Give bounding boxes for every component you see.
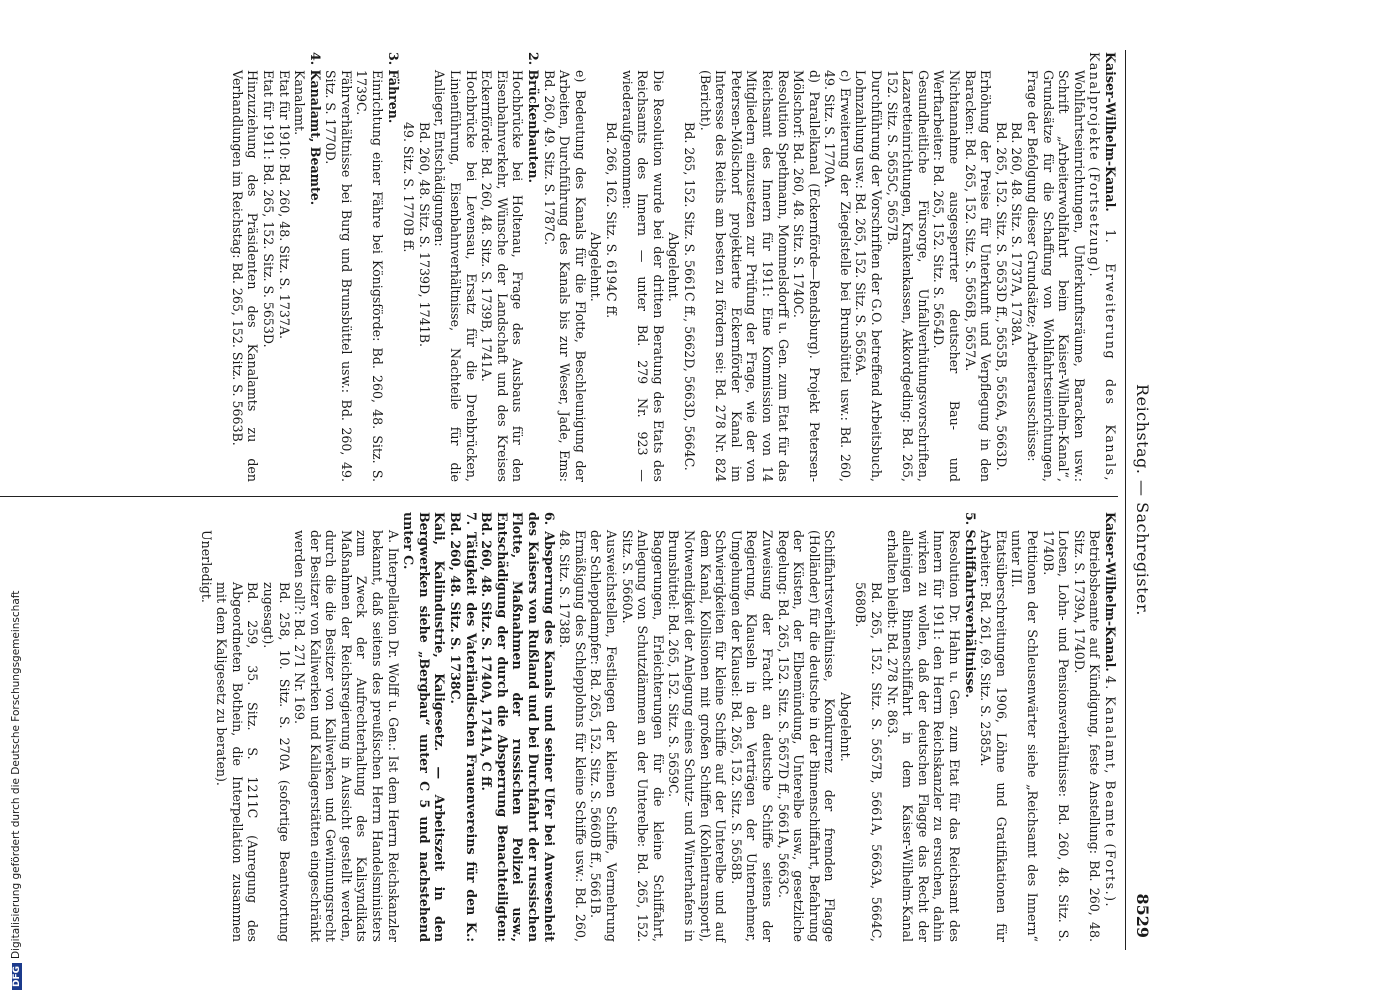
index-entry: Bd. 259, 35. Sitz. S. 1211C (Anregung des Abgeordneten Bothein, die Interpellation zusammen mit dem Kaligesetz zu beraten). (214, 582, 261, 942)
index-entry: Etat für 1910: Bd. 260, 48. Sitz. S. 1737A. (276, 70, 292, 340)
column-left-entries (229, 52, 1087, 482)
index-entry: Unerledigt. (198, 530, 214, 603)
header-rule (1125, 50, 1126, 950)
index-entry: c) Erweiterung der Ziegelstelle bei Brunsbüttel usw.: Bd. 260, 49. Sitz. S. 1770A. (822, 70, 853, 482)
column-right-entries (198, 512, 1102, 942)
index-entry: Betriebsbeamte auf Kündigung, feste Anstellung: Bd. 260, 48. Sitz. S. 1739A, 1740D. (1071, 530, 1103, 942)
index-entry: 2. Brückenbauten. (526, 52, 542, 184)
index-entry: 3. Fähren. (385, 52, 401, 124)
index-entry: 7. Tätigkeit des Vaterländischen Frauenvereins für den K.: Bd. 260, 48. Sitz. S. 1738C. (448, 512, 479, 942)
index-entry: Hinzuziehung des Präsidenten des Kanalamts zu den Verhandlungen im Reichstag: Bd. 265, 152. Sitz. S. 5663B. (229, 70, 261, 482)
column-left (229, 52, 1118, 482)
index-entry: Abgelehnt. (666, 232, 682, 302)
index-entry: Bd. 265, 152. Sitz. S. 5661C ff., 5662D, 5663D, 5664C. (681, 122, 697, 471)
running-header (1130, 50, 1152, 950)
digitization-footer (10, 10, 24, 990)
index-entry: Bd. 260, 48. Sitz. S. 1739D, 1741B. (416, 122, 432, 347)
index-entry: Bd. 265, 152. Sitz. S. 5657B, 5661A, 5663A, 5664C, 5680B. (853, 582, 885, 942)
index-entry: Bd. 260, 48. Sitz. S. 1737A, 1738A. (1009, 122, 1025, 347)
index-entry: Nichtannahme ausgesperrter deutscher Bau- und Werftarbeiter: Bd. 265, 152. Sitz. S. 5654D. (931, 70, 963, 482)
index-entry: Einrichtung einer Fähre bei Königsförde: Bd. 260, 48. Sitz. S. 1739C. (354, 70, 386, 482)
index-entry: Wohlfahrtseinrichtungen, Unterkunftsräume, Baracken usw.: Schrift „Arbeiterwohlfahrt beim Kaiser-Wilhelm-Kanal“, Grundsätze für die Schaffung von Wohlfahrtseinrichtungen, Frage der Befolgung dieser Grundsätze; Arbeiterausschüsse: (1025, 70, 1087, 482)
digitization-note: Digitalisierung gefördert durch die Deutsche Forschungsgemeinschaft (10, 590, 22, 959)
index-entry: Die Resolution wurde bei der dritten Beratung des Etats des Reichsamts des Innern — unter Bd. 279 Nr. 923 — wiederaufgenommen: (619, 70, 666, 482)
index-entry: Bd. 265, 152. Sitz. S. 5653D ff., 5655B, 5656A, 5663D. (993, 122, 1009, 471)
index-entry: Zuweisung der Fracht an deutsche Schiffe seitens der Regierung, Klauseln in den Verträgen der Unternehmer, Umgehungen der Klausel: Bd. 265, 152. Sitz. S. 5658B. (728, 530, 775, 942)
index-entry: Ausweichstellen, Festliegen der kleinen Schiffe, Vermehrung der Schleppdampfer: Bd. 265, 152. Sitz. S. 5660B ff., 5661B. (588, 530, 619, 942)
index-entry: Schiffahrtsverhältnisse, Konkurrenz der fremden Flagge (Holländer) für die deutsche in der Binnenschiffahrt, Befahrung der Küsten, der Elbemündung, Unterelbe usw., gesetzliche Regelung: Bd. 265, 152. Sitz. S. 5657D ff., 5661A, 5663C. (775, 530, 838, 942)
index-entry: Kali, Kaliindustrie, Kaligesetz. — Arbeitszeit in den Bergwerken siehe „Bergbau“ unter C 5 und nachstehend unter C. (401, 512, 448, 942)
index-entry: d) Parallelkanal (Eckernförde—Rendsburg). Projekt Petersen-Mölschorf: Bd. 260, 48. Sitz. S. 1740C. (791, 70, 822, 482)
header-page-number: 8529 (1133, 893, 1152, 938)
index-entry: e) Bedeutung des Kanals für die Flotte, Beschleunigung der Arbeiten, Durchführung des Kanals bis zur Weser, Jade, Ems: Bd. 260, 49. Sitz. S. 1787C. (541, 70, 588, 482)
index-entry: Durchführung der Vorschriften der G.O. betreffend Arbeitsbuch, Lohnzahlung usw.: Bd. 265, 152. Sitz. S. 5656A. (853, 70, 885, 482)
index-entry: Erhöhung der Preise für Unterkunft und Verpflegung in den Baracken: Bd. 265, 152. Sitz. S. 5656B, 5657A. (962, 70, 994, 482)
index-entry: Kanalamt. (292, 70, 308, 136)
index-entry: Bd. 258, 10. Sitz. S. 270A (sofortige Beantwortung zugesagt). (260, 582, 292, 942)
index-entry: 49. Sitz. S. 1770B ff. (401, 122, 417, 253)
index-entry: Abgelehnt. (588, 232, 604, 302)
index-entry: 6. Absperrung des Kanals und seiner Ufer bei Anwesenheit des Kaisers von Rußland und bei Durchfahrt der russischen Flotte, Maßnahmen der russischen Polizei usw., Entschädigung der durch die Absperrung Benachteiligten: Bd. 260, 48. Sitz. S. 1740A, 1741A, C ff. (479, 512, 557, 942)
column-left-keyword: Kaiser-Wilhelm-Kanal. (1103, 52, 1118, 212)
dfg-logo-icon: DFG (12, 963, 22, 990)
index-entry: Etatsüberschreitungen 1906, Löhne und Gratifikationen für Arbeiter: Bd. 261, 69. Sitz. S. 2585A. (978, 530, 1009, 942)
header-title: Reichstag. — Sachregister. (1133, 384, 1152, 616)
column-left-heading: 1. Erweiterung des Kanals, Kanalprojekte (Fortsetzung). (1087, 52, 1118, 482)
index-entry: Resolution Dr. Hahn u. Gen. zum Etat für das Reichsamt des Innern für 1911: den Herrn Reichskanzler zu ersuchen, dahin wirken zu wollen, daß der deutschen Flagge das Recht der alleinigen Binnenschiffahrt in dem Kaiser-Wilhelm-Kanal erhalten bleibt: Bd. 278 Nr. 863. (884, 530, 963, 942)
index-entry: Resolution Spethmann, Mommelsdorff u. Gen. zum Etat für das Reichsamt des Innern für 1911: Eine Kommission von 14 Mitgliedern einzusetzen zur Prüfung der Frage, wie der von Petersen-Mölschorf projektierte Eckernförder Kanal im Interesse des Reichs am besten zu fördern sei: Bd. 278 Nr. 824 (Bericht). (697, 70, 791, 482)
page-content (0, 50, 1156, 950)
index-entry: Hochbrücke bei Holtenau, Frage des Ausbaus für den Eisenbahnverkehr, Wünsche der Landschaft und des Kreises Eckernförde: Bd. 260, 48. Sitz. S. 1739B, 1741A. (479, 70, 526, 482)
index-entry: Petitionen der Schleusenwärter siehe „Reichsamt des Innern“ unter III. (1009, 530, 1041, 942)
index-entry: Abgelehnt. (837, 692, 853, 762)
column-right-heading: 4. Kanalamt, Beamte (Forts.). (1103, 675, 1118, 909)
index-entry: A. Interpellation Dr. Wolff u. Gen.: Ist dem Herrn Reichskanzler bekannt, daß seitens des preußischen Herrn Handelsministers zum Zweck der Aufrechterhaltung des Kalisyndikats Maßnahmen der Reichsregierung in Aussicht gestellt werden, durch die die Besitzer von Kaliwerken und Gewinnungsrecht der Besitzer von Kaliwerken und Kalilagerstätten eingeschränkt werden soll?: Bd. 271 Nr. 169. (292, 530, 401, 942)
index-entry: Baggerungen, Erleichterungen für die kleine Schiffahrt, Anlegung von Schutzdämmen an der Unterelbe: Bd. 265, 152. Sitz. S. 5660A. (619, 530, 666, 942)
index-entry: Gesundheitliche Fürsorge, Unfallverhütungsvorschriften, Lazaretteinrichtungen, Krankenkassen, Akkordgeding: Bd. 265, 152. Sitz. S. 5655C, 5657B. (884, 70, 931, 482)
index-entry: Etat für 1911: Bd. 265, 152. Sitz. S. 5653D. (260, 70, 276, 348)
index-entry: Lotsen, Lohn- und Pensionsverhältnisse: Bd. 260, 48. Sitz. S. 1740B. (1040, 530, 1072, 942)
index-entry: Hochbrücke bei Levensau, Ersatz für die Drehbrücken, Linienführung, Eisenbahnverhältnisse, Nachteile für die Anlieger, Entschädigungen: (432, 70, 479, 482)
index-entry: 4. Kanalamt, Beamte. (307, 52, 323, 206)
index-entry: Fährverhältnisse bei Burg und Brunsbüttel usw.: Bd. 260, 49. Sitz. S. 1770D. (323, 70, 354, 482)
index-entry: Schwierigkeiten für kleine Schiffe auf der Unterelbe und auf dem Kanal, Kollisionen mit großen Schiffen (Kohlentransport), Notwendigkeit der Anlegung eines Schutz- und Winterhafens in Brunsbüttel: Bd. 265, 152. Sitz. S. 5659C. (666, 530, 729, 942)
column-right-keyword: Kaiser-Wilhelm-Kanal. (1103, 512, 1118, 672)
index-entry: 5. Schiffahrtsverhältnisse. (962, 512, 978, 698)
index-entry: Ermäßigung des Schlepplohns für kleine Schiffe usw.: Bd. 260, 48. Sitz. S. 1738B. (557, 530, 588, 942)
column-divider (0, 496, 1118, 497)
index-entry: Bd. 266, 162. Sitz. S. 6194C ff. (604, 122, 619, 319)
column-right (198, 512, 1118, 942)
